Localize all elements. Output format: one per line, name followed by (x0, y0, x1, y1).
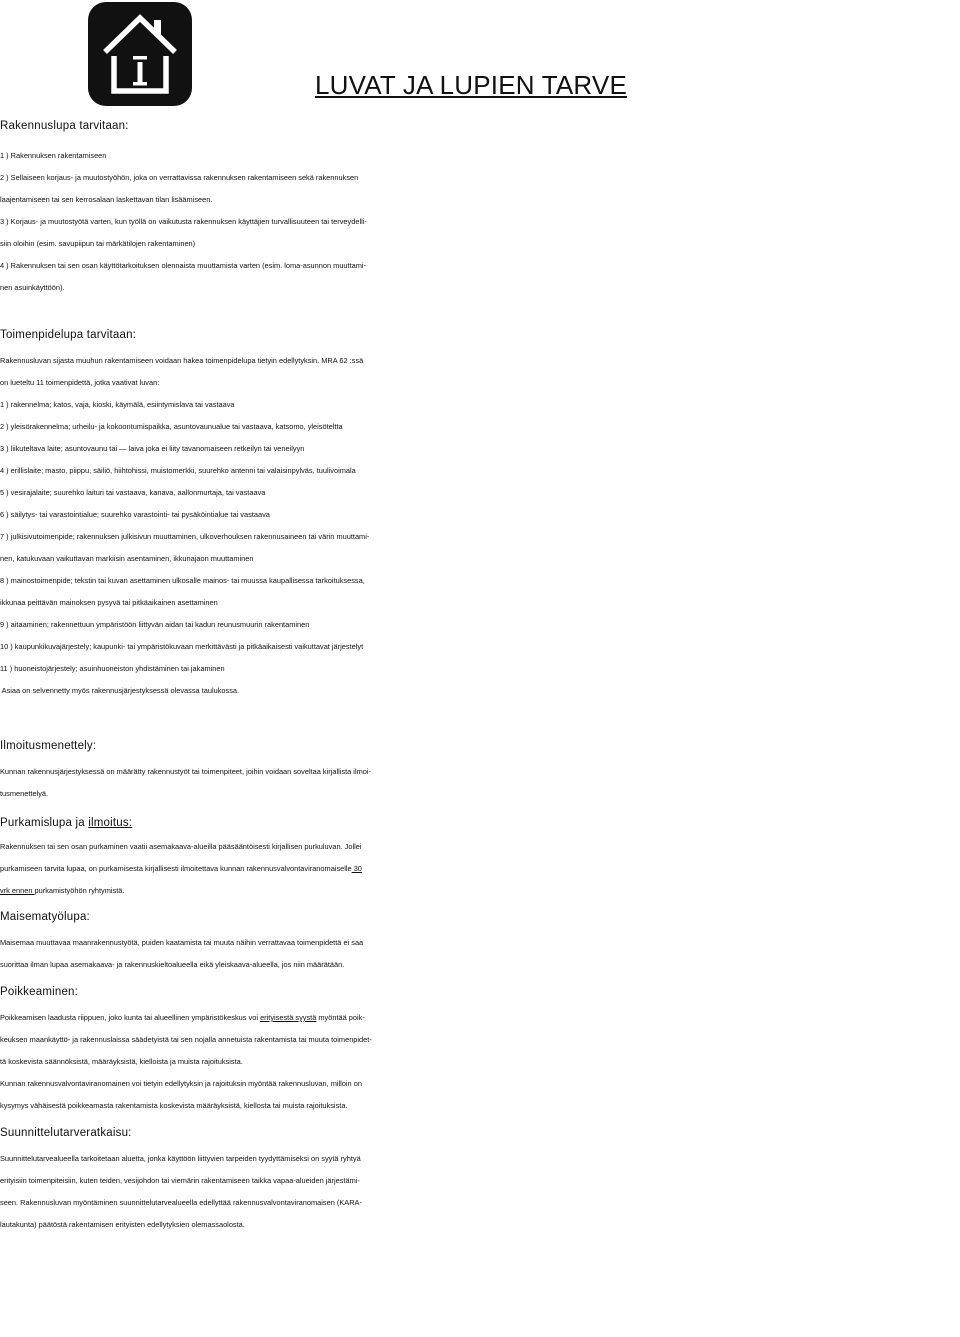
text-line: tä koskevista säännöksistä, määräyksistä, kielloista ja muista rajoituksista. (0, 1057, 243, 1066)
text-segment: purkamistyöhön ryhtymistä. (34, 886, 125, 895)
list-item: 11 ) huoneistojärjestely; asuinhuoneiston yhdistäminen tai jakaminen (0, 664, 225, 673)
text-line: 1 ) Rakennuksen rakentamiseen (0, 151, 107, 160)
text-line (0, 858, 958, 880)
text-line: Kunnan rakennusjärjestyksessä on määrätty rakennustyöt tai toimenpiteet, joihin voidaan soveltaa kirjallista ilmoi- (0, 767, 371, 776)
text-line: lautakunta) päätöstä rakentamisen erityisten edellytyksien olemassaolosta. (0, 1220, 245, 1229)
text-line: suorittaa ilman lupaa asemakaava- ja rakennuskieltoalueella eikä yleiskaava-alueella, jos niin määrätään. (0, 960, 345, 969)
text-segment: myöntää poik- (316, 1013, 365, 1022)
list-item: nen, katukuvaan vaikuttavan markiisin asentaminen, ikkunajaon muuttaminen (0, 554, 254, 563)
text-line: 4 ) Rakennuksen tai sen osan käyttötarkoituksen olennaista muuttamista varten (esim. loma-asunnon muuttami- (0, 261, 367, 270)
section-heading-ilmoitusmenettely: Ilmoitusmenettely: (0, 740, 97, 752)
heading-text: Purkamislupa ja (0, 817, 89, 829)
house-icon (88, 2, 192, 106)
text-line: 2 ) Sellaiseen korjaus- ja muutostyöhön, joka on verrattavissa rakennuksen rakentamiseen sekä rakennuksen (0, 173, 359, 182)
text-segment-underlined: erityisestä syystä (260, 1013, 317, 1022)
list-item: 6 ) säilytys- tai varastointialue; suurehko varastointi- tai pysäköintialue tai vastaava (0, 510, 270, 519)
section-heading-suunnittelutarveratkaisu: Suunnittelutarveratkaisu: (0, 1127, 132, 1139)
text-line: seen. Rakennusluvan myöntäminen suunnittelutarvealueella edellyttää rakennusvalvontaviranomaisen (KARA- (0, 1198, 362, 1207)
page-title: LUVAT JA LUPIEN TARVE (315, 70, 627, 100)
text-line: on lueteltu 11 toimenpidettä, jotka vaativat luvan: (0, 378, 160, 387)
list-item: 10 ) kaupunkikuvajärjestely; kaupunki- tai ympäristökuvaan merkittävästi ja pitkäaikaisesti vaikuttavat järjestelyt (0, 642, 364, 651)
text-line: Asiaa on selvennetty myös rakennusjärjestyksessä olevassa taulukossa. (0, 686, 240, 695)
text-line: 3 ) Korjaus- ja muutostyötä varten, kun työllä on vaikutusta rakennuksen käyttäjien turvallisuuteen tai terveydelli- (0, 217, 367, 226)
text-line: tusmenettelyä. (0, 789, 49, 798)
list-item: ikkunaa peittävän mainoksen pysyvä tai pitkäaikainen asettaminen (0, 598, 218, 607)
list-item: 7 ) julkisivutoimenpide; rakennuksen julkisivun muuttaminen, ulkoverhouksen rakennusaineen tai värin muuttami- (0, 532, 370, 541)
section-heading-purkamislupa (0, 817, 958, 829)
text-line: Kunnan rakennusvalvontaviranomainen voi tietyin edellytyksin ja rajoituksin myöntää rakennusluvan, milloin on (0, 1079, 362, 1088)
text-line: Rakennuksen tai sen osan purkaminen vaatii asemakaava-alueilla pääsääntöisesti kirjallisen purkuluvan. Jollei (0, 842, 362, 851)
text-line: nen asuinkäyttöön). (0, 283, 65, 292)
section-heading-rakennuslupa: Rakennuslupa tarvitaan: (0, 120, 129, 132)
text-segment-underlined: 30 (351, 864, 362, 873)
text-line: Suunnittelutarvealueella tarkoitetaan aluetta, jonka käyttöön liittyvien tarpeiden tyydyttämiseksi on syytä ryhtyä (0, 1154, 361, 1163)
section-heading-toimenpidelupa: Toimenpidelupa tarvitaan: (0, 329, 137, 341)
list-item: 4 ) erillislaite; masto, piippu, säiliö, hiihtohissi, muistomerkki, suurehko antenni tai valaisinpylväs, tuulivoimala (0, 466, 356, 475)
list-item: 9 ) aitaaminen; rakennettuun ympäristöön liittyvän aidan tai kadun reunusmuurin rakentaminen (0, 620, 310, 629)
text-line: laajentamiseen tai sen kerrosalaan laskettavan tilan lisäämiseen. (0, 195, 213, 204)
logo (88, 2, 192, 106)
text-line: keuksen maankäyttö- ja rakennuslaissa säädetyistä tai sen nojalla annetuista rakentamista tai muuta toimenpidet- (0, 1035, 372, 1044)
text-segment: Poikkeamisen laadusta riippuen, joko kunta tai alueellinen ympäristökeskus voi (0, 1013, 261, 1022)
text-segment-underlined: vrk ennen (0, 886, 35, 895)
document-body (0, 120, 958, 1236)
text-line: Maisemaa muuttavaa maanrakennustyötä, puiden kaatamista tai muuta näihin verrattavaa toimenpidettä ei saa (0, 938, 364, 947)
text-segment: purkamiseen tarvita lupaa, on purkamisesta kirjallisesti ilmoitettava kunnan rakennusvalvontaviranomaiselle (0, 864, 352, 873)
section-heading-poikkeaminen: Poikkeaminen: (0, 986, 79, 998)
section-heading-maisematyolupa: Maisematyölupa: (0, 911, 90, 923)
text-line: Rakennusluvan sijasta muuhun rakentamiseen voidaan hakea toimenpidelupa tietyin edellytyksin. MRA 62 :ssä (0, 356, 364, 365)
list-item: 8 ) mainostoimenpide; tekstin tai kuvan asettaminen ulkosalle mainos- tai muussa kaupallisessa tarkoituksessa, (0, 576, 365, 585)
text-line (0, 880, 958, 902)
text-line (0, 1007, 958, 1029)
text-line: erityisiin toimenpiteisiin, kuten teiden, vesijohdon tai viemärin rakentamiseen taikka vapaa-alueiden järjestämi- (0, 1176, 360, 1185)
list-item: 1 ) rakennelma; katos, vaja, kioski, käymälä, esiintymislava tai vastaava (0, 400, 235, 409)
list-item: 5 ) vesirajalaite; suurehko laituri tai vastaava, kanava, aallonmurtaja, tai vastaava (0, 488, 266, 497)
list-item: 3 ) liikuteltava laite; asuntovaunu tai — laiva joka ei liity tavanomaiseen retkeilyn tai veneilyyn (0, 444, 305, 453)
list-item: 2 ) yleisörakennelma; urheilu- ja kokoontumispaikka, asuntovaunualue tai vastaava, katsomo, yleisöteltta (0, 422, 343, 431)
text-line: siin oloihin (esim. savupiipun tai märkätilojen rakentaminen) (0, 239, 196, 248)
heading-text-underlined: ilmoitus: (88, 817, 133, 829)
text-line: kysymys vähäisestä poikkeamasta rakentamista koskevista määräyksistä, kiellosta tai muista rajoituksista. (0, 1101, 348, 1110)
